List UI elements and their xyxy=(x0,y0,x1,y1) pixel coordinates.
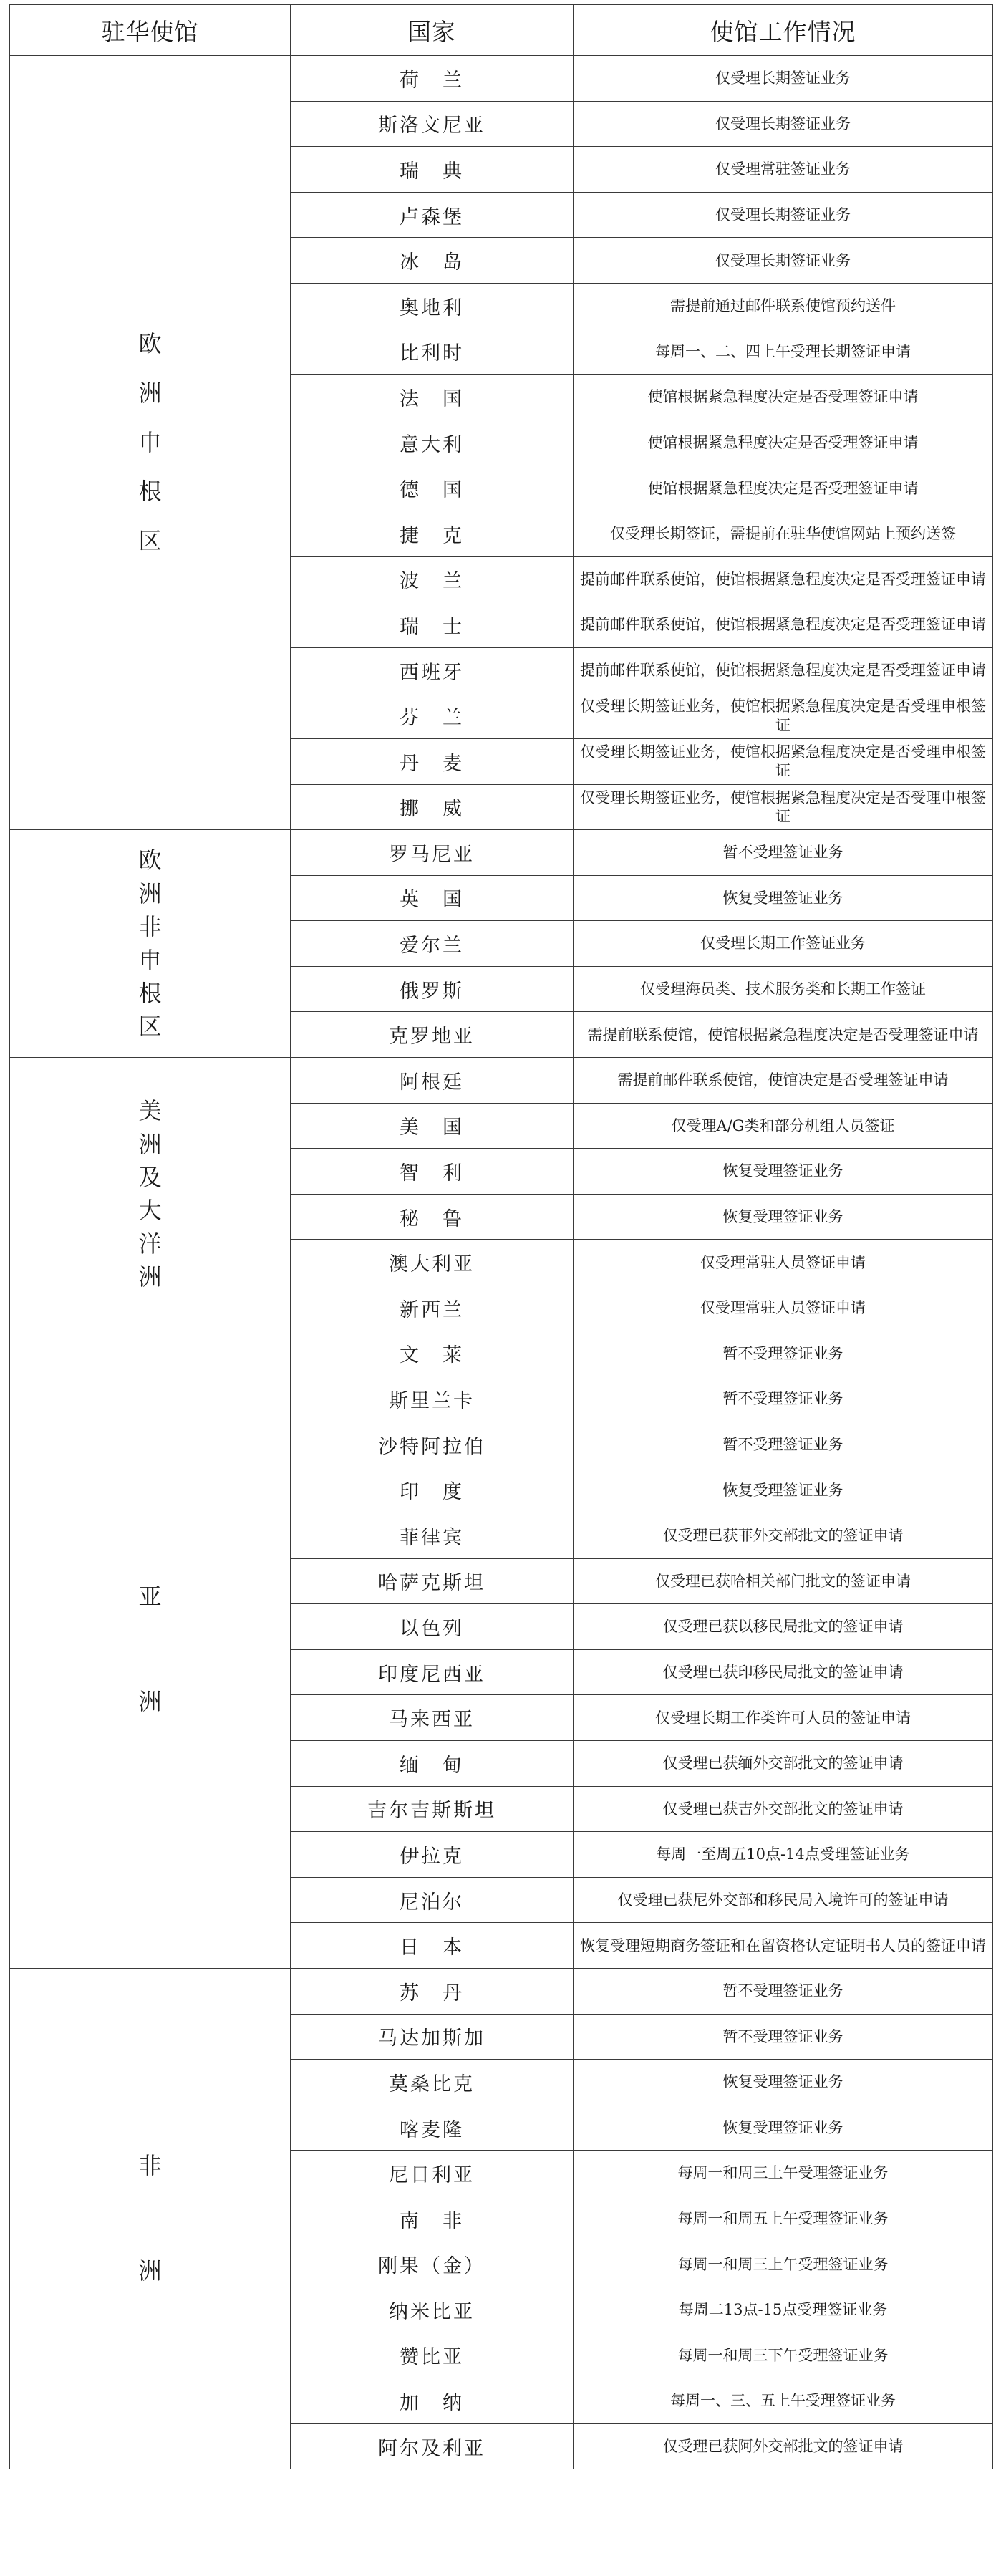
country-cell: 尼日利亚 xyxy=(291,2151,574,2196)
status-cell: 恢复受理签证业务 xyxy=(574,2060,993,2105)
country-cell: 罗马尼亚 xyxy=(291,830,574,876)
status-cell: 仅受理常驻人员签证申请 xyxy=(574,1240,993,1285)
status-cell: 仅受理长期签证业务 xyxy=(574,192,993,238)
header-status: 使馆工作情况 xyxy=(574,5,993,56)
country-cell: 赞比亚 xyxy=(291,2333,574,2378)
country-cell: 荷 兰 xyxy=(291,56,574,102)
table-row xyxy=(10,1331,993,1376)
region-cell xyxy=(10,1968,291,2469)
header-embassy: 驻华使馆 xyxy=(10,5,291,56)
country-cell: 喀麦隆 xyxy=(291,2105,574,2151)
status-cell: 需提前通过邮件联系使馆预约送件 xyxy=(574,283,993,329)
region-label-char: 洲 xyxy=(138,879,162,907)
region-label-char: 洲 xyxy=(138,1130,162,1158)
status-cell: 仅受理已获阿外交部批文的签证申请 xyxy=(574,2423,993,2469)
country-cell: 俄罗斯 xyxy=(291,966,574,1012)
status-cell: 暂不受理签证业务 xyxy=(574,1968,993,2014)
status-cell: 仅受理常驻人员签证申请 xyxy=(574,1285,993,1331)
region-cell xyxy=(10,1058,291,1331)
region-label-char: 亚 xyxy=(138,1583,162,1611)
status-cell: 恢复受理短期商务签证和在留资格认定证明书人员的签证申请 xyxy=(574,1923,993,1969)
status-cell: 需提前联系使馆，使馆根据紧急程度决定是否受理签证申请 xyxy=(574,1012,993,1058)
status-cell: 每周一、二、四上午受理长期签证申请 xyxy=(574,329,993,375)
status-cell: 提前邮件联系使馆，使馆根据紧急程度决定是否受理签证申请 xyxy=(574,647,993,693)
country-cell: 德 国 xyxy=(291,465,574,511)
embassy-table-container xyxy=(9,4,992,2469)
region-label-char: 非 xyxy=(138,913,162,941)
country-cell: 意大利 xyxy=(291,420,574,465)
table-row xyxy=(10,830,993,876)
status-cell: 暂不受理签证业务 xyxy=(574,830,993,876)
status-cell: 暂不受理签证业务 xyxy=(574,1376,993,1422)
status-cell: 提前邮件联系使馆，使馆根据紧急程度决定是否受理签证申请 xyxy=(574,556,993,602)
country-cell: 瑞 士 xyxy=(291,602,574,648)
status-cell: 仅受理长期签证业务 xyxy=(574,101,993,147)
country-cell: 莫桑比克 xyxy=(291,2060,574,2105)
status-cell: 每周一和周三上午受理签证业务 xyxy=(574,2242,993,2287)
status-cell: 每周二13点-15点受理签证业务 xyxy=(574,2287,993,2333)
region-label-char: 区 xyxy=(138,527,162,555)
country-cell: 缅 甸 xyxy=(291,1740,574,1786)
region-label-char: 洲 xyxy=(138,1263,162,1291)
country-cell: 克罗地亚 xyxy=(291,1012,574,1058)
region-label-char: 根 xyxy=(138,478,162,506)
country-cell: 印 度 xyxy=(291,1467,574,1513)
country-cell: 伊拉克 xyxy=(291,1832,574,1878)
table-row xyxy=(10,56,993,102)
country-cell: 英 国 xyxy=(291,875,574,921)
status-cell: 使馆根据紧急程度决定是否受理签证申请 xyxy=(574,420,993,465)
country-cell: 奥地利 xyxy=(291,283,574,329)
country-cell: 捷 克 xyxy=(291,511,574,556)
status-cell: 仅受理长期签证业务 xyxy=(574,238,993,284)
status-cell: 恢复受理签证业务 xyxy=(574,1467,993,1513)
country-cell: 苏 丹 xyxy=(291,1968,574,2014)
country-cell: 沙特阿拉伯 xyxy=(291,1422,574,1467)
status-cell: 仅受理A/G类和部分机组人员签证 xyxy=(574,1103,993,1149)
status-cell: 仅受理常驻签证业务 xyxy=(574,147,993,193)
country-cell: 阿尔及利亚 xyxy=(291,2423,574,2469)
country-cell: 芬 兰 xyxy=(291,693,574,739)
status-cell: 每周一至周五10点-14点受理签证业务 xyxy=(574,1832,993,1878)
country-cell: 新西兰 xyxy=(291,1285,574,1331)
country-cell: 爱尔兰 xyxy=(291,921,574,967)
status-cell: 每周一、三、五上午受理签证业务 xyxy=(574,2378,993,2424)
country-cell: 冰 岛 xyxy=(291,238,574,284)
status-cell: 使馆根据紧急程度决定是否受理签证申请 xyxy=(574,375,993,420)
country-cell: 丹 麦 xyxy=(291,738,574,784)
country-cell: 刚果（金） xyxy=(291,2242,574,2287)
status-cell: 每周一和周五上午受理签证业务 xyxy=(574,2196,993,2242)
country-cell: 日 本 xyxy=(291,1923,574,1969)
status-cell: 提前邮件联系使馆，使馆根据紧急程度决定是否受理签证申请 xyxy=(574,602,993,648)
status-cell: 需提前邮件联系使馆，使馆决定是否受理签证申请 xyxy=(574,1058,993,1104)
status-cell: 仅受理长期工作签证业务 xyxy=(574,921,993,967)
status-cell: 仅受理长期签证业务，使馆根据紧急程度决定是否受理申根签证 xyxy=(574,693,993,739)
status-cell: 仅受理长期签证业务 xyxy=(574,56,993,102)
status-cell: 暂不受理签证业务 xyxy=(574,1331,993,1376)
country-cell: 哈萨克斯坦 xyxy=(291,1558,574,1604)
region-label-char: 根 xyxy=(138,979,162,1007)
country-cell: 秘 鲁 xyxy=(291,1194,574,1240)
status-cell: 仅受理已获吉外交部批文的签证申请 xyxy=(574,1786,993,1832)
region-label-char: 美 xyxy=(138,1097,162,1125)
country-cell: 以色列 xyxy=(291,1604,574,1650)
country-cell: 阿根廷 xyxy=(291,1058,574,1104)
region-label-char: 及 xyxy=(138,1163,162,1191)
status-cell: 暂不受理签证业务 xyxy=(574,2014,993,2060)
region-label-char: 申 xyxy=(138,946,162,974)
country-cell: 斯洛文尼亚 xyxy=(291,101,574,147)
country-cell: 印度尼西亚 xyxy=(291,1649,574,1695)
status-cell: 仅受理长期工作类许可人员的签证申请 xyxy=(574,1695,993,1741)
region-cell xyxy=(10,830,291,1058)
region-label-char: 欧 xyxy=(138,330,162,358)
region-label-char: 大 xyxy=(138,1197,162,1225)
region-label-char: 非 xyxy=(138,2152,162,2180)
country-cell: 斯里兰卡 xyxy=(291,1376,574,1422)
status-cell: 恢复受理签证业务 xyxy=(574,1149,993,1195)
country-cell: 美 国 xyxy=(291,1103,574,1149)
country-cell: 纳米比亚 xyxy=(291,2287,574,2333)
embassy-status-table xyxy=(9,4,993,2469)
country-cell: 比利时 xyxy=(291,329,574,375)
header-row xyxy=(10,5,993,56)
country-cell: 澳大利亚 xyxy=(291,1240,574,1285)
region-cell xyxy=(10,1331,291,1968)
country-cell: 南 非 xyxy=(291,2196,574,2242)
status-cell: 恢复受理签证业务 xyxy=(574,875,993,921)
region-label-char: 洋 xyxy=(138,1230,162,1258)
region-label-char: 洲 xyxy=(138,379,162,407)
country-cell: 法 国 xyxy=(291,375,574,420)
region-label-char: 洲 xyxy=(138,1688,162,1716)
country-cell: 文 莱 xyxy=(291,1331,574,1376)
country-cell: 波 兰 xyxy=(291,556,574,602)
header-country: 国家 xyxy=(291,5,574,56)
country-cell: 马达加斯加 xyxy=(291,2014,574,2060)
table-row xyxy=(10,1058,993,1104)
region-label-char: 洲 xyxy=(138,2257,162,2285)
status-cell: 仅受理长期签证业务，使馆根据紧急程度决定是否受理申根签证 xyxy=(574,784,993,830)
status-cell: 仅受理已获印移民局批文的签证申请 xyxy=(574,1649,993,1695)
status-cell: 仅受理海员类、技术服务类和长期工作签证 xyxy=(574,966,993,1012)
table-body xyxy=(10,56,993,2469)
status-cell: 仅受理长期签证，需提前在驻华使馆网站上预约送签 xyxy=(574,511,993,556)
country-cell: 卢森堡 xyxy=(291,192,574,238)
country-cell: 挪 威 xyxy=(291,784,574,830)
region-label-char: 区 xyxy=(138,1013,162,1041)
status-cell: 仅受理已获哈相关部门批文的签证申请 xyxy=(574,1558,993,1604)
status-cell: 仅受理已获以移民局批文的签证申请 xyxy=(574,1604,993,1650)
region-label-char: 欧 xyxy=(138,846,162,874)
status-cell: 恢复受理签证业务 xyxy=(574,2105,993,2151)
status-cell: 仅受理已获菲外交部批文的签证申请 xyxy=(574,1513,993,1559)
status-cell: 每周一和周三上午受理签证业务 xyxy=(574,2151,993,2196)
country-cell: 吉尔吉斯斯坦 xyxy=(291,1786,574,1832)
table-row xyxy=(10,1968,993,2014)
status-cell: 仅受理已获缅外交部批文的签证申请 xyxy=(574,1740,993,1786)
status-cell: 恢复受理签证业务 xyxy=(574,1194,993,1240)
country-cell: 菲律宾 xyxy=(291,1513,574,1559)
status-cell: 仅受理已获尼外交部和移民局入境许可的签证申请 xyxy=(574,1877,993,1923)
country-cell: 马来西亚 xyxy=(291,1695,574,1741)
country-cell: 加 纳 xyxy=(291,2378,574,2424)
country-cell: 西班牙 xyxy=(291,647,574,693)
country-cell: 瑞 典 xyxy=(291,147,574,193)
status-cell: 仅受理长期签证业务，使馆根据紧急程度决定是否受理申根签证 xyxy=(574,738,993,784)
region-cell xyxy=(10,56,291,830)
status-cell: 每周一和周三下午受理签证业务 xyxy=(574,2333,993,2378)
status-cell: 暂不受理签证业务 xyxy=(574,1422,993,1467)
country-cell: 智 利 xyxy=(291,1149,574,1195)
country-cell: 尼泊尔 xyxy=(291,1877,574,1923)
status-cell: 使馆根据紧急程度决定是否受理签证申请 xyxy=(574,465,993,511)
region-label-char: 申 xyxy=(138,428,162,456)
